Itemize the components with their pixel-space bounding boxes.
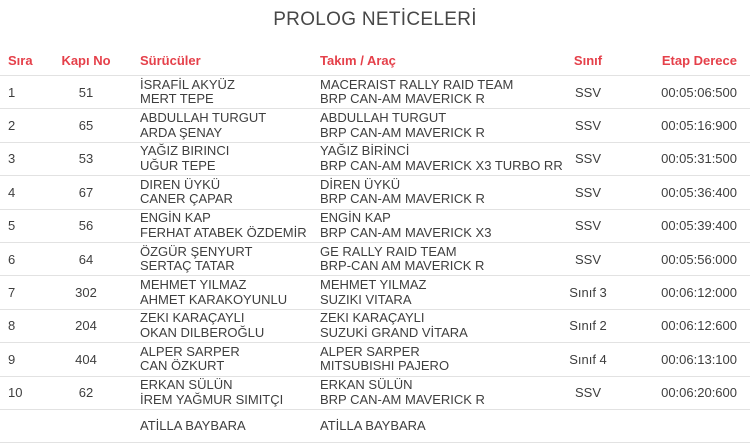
driver-line-1: ENGİN KAP (140, 210, 211, 226)
driver-line-2: SERTAÇ TATAR (140, 258, 235, 274)
table-header-row (0, 45, 750, 76)
vehicle-line-2: SUZIKI VITARA (320, 291, 412, 307)
vehicle-line-2: BRP CAN-AM MAVERICK R (320, 391, 485, 407)
cell-team-vehicle (312, 378, 560, 407)
cell-team-vehicle (312, 278, 560, 307)
cell-kapi-no: 302 (75, 285, 97, 301)
cell-drivers (112, 378, 312, 407)
team-line-1: ATİLLA BAYBARA (320, 417, 426, 433)
cell-kapi-no: 56 (78, 218, 94, 234)
cell-team-vehicle (312, 245, 560, 274)
cell-kapi-no: 404 (75, 351, 97, 367)
cell-sira: 2 (8, 118, 16, 134)
driver-line-2: FERHAT ATABEK ÖZDEMİR (140, 224, 307, 240)
team-line-1: ERKAN SÜLÜN (320, 377, 413, 393)
cell-etap-derece: 00:05:31:500 (661, 151, 737, 167)
column-header-sira: Sıra (8, 52, 33, 68)
cell-sira: 5 (8, 218, 16, 234)
cell-team-vehicle (312, 143, 563, 173)
driver-line-1: İSRAFİL AKYÜZ (140, 76, 235, 92)
team-line-1: MACERAIST RALLY RAID TEAM (320, 76, 514, 92)
table-row (0, 377, 750, 410)
vehicle-line-2: BRP CAN-AM MAVERICK R (320, 191, 485, 207)
column-header-sinif: Sınıf (573, 52, 603, 68)
driver-line-1: ZEKI KARAÇAYLI (140, 310, 245, 326)
cell-kapi-no: 53 (78, 151, 94, 167)
cell-team-vehicle (312, 111, 560, 140)
table-row (0, 109, 750, 142)
cell-team-vehicle (312, 419, 560, 434)
cell-kapi-no: 65 (78, 118, 94, 134)
vehicle-line-2: SUZUKİ GRAND VİTARA (320, 324, 468, 340)
team-line-1: MEHMET YILMAZ (320, 277, 427, 293)
team-line-1: DİREN ÜYKÜ (320, 176, 401, 192)
cell-team-vehicle (312, 345, 560, 374)
table-row (0, 276, 750, 309)
cell-sinif: SSV (574, 118, 601, 134)
table-row (0, 310, 750, 343)
cell-drivers (112, 245, 312, 274)
cell-sira: 7 (8, 285, 16, 301)
cell-team-vehicle (312, 78, 560, 107)
driver-line-1: ALPER SARPER (140, 343, 240, 359)
team-line-1: GE RALLY RAID TEAM (320, 243, 457, 259)
cell-sinif: SSV (574, 218, 601, 234)
cell-etap-derece: 00:05:56:000 (661, 251, 737, 267)
cell-team-vehicle (312, 311, 560, 340)
team-line-1: ALPER SARPER (320, 343, 420, 359)
cell-drivers (112, 345, 312, 374)
cell-sinif: SSV (574, 151, 601, 167)
vehicle-line-2: BRP CAN-AM MAVERICK X3 (320, 224, 492, 240)
table-row (0, 210, 750, 243)
cell-sira: 8 (8, 318, 16, 334)
cell-sinif: SSV (574, 184, 601, 200)
team-line-1: ENGİN KAP (320, 210, 391, 226)
cell-drivers (112, 278, 312, 307)
driver-line-1: MEHMET YILMAZ (140, 277, 247, 293)
cell-drivers (112, 178, 312, 207)
cell-etap-derece: 00:06:12:600 (661, 318, 737, 334)
column-header-etap-derece: Etap Derece (661, 52, 737, 68)
cell-sinif: Sınıf 2 (569, 318, 607, 334)
driver-line-1: ERKAN SÜLÜN (140, 377, 233, 393)
cell-sira: 9 (8, 351, 16, 367)
cell-kapi-no: 62 (78, 385, 94, 401)
cell-drivers (112, 78, 312, 107)
driver-line-1: ÖZGÜR ŞENYURT (140, 243, 253, 259)
cell-drivers (112, 144, 312, 173)
table-row (0, 143, 750, 176)
cell-etap-derece: 00:06:13:100 (661, 351, 737, 367)
cell-sira: 10 (8, 385, 23, 401)
cell-kapi-no: 67 (78, 184, 94, 200)
cell-sira: 1 (8, 84, 16, 100)
cell-drivers (112, 311, 312, 340)
vehicle-line-2: BRP CAN-AM MAVERICK R (320, 91, 485, 107)
driver-line-1: DIREN ÜYKÜ (140, 176, 221, 192)
team-line-1: ABDULLAH TURGUT (320, 110, 447, 126)
cell-sira: 6 (8, 251, 16, 267)
cell-etap-derece: 00:05:16:900 (661, 118, 737, 134)
cell-etap-derece: 00:06:20:600 (661, 385, 737, 401)
driver-line-2: ARDA ŞENAY (140, 124, 223, 140)
column-header-suruculer: Sürücüler (140, 52, 201, 68)
driver-line-2: AHMET KARAKOYUNLU (140, 291, 288, 307)
driver-line-1: ATİLLA BAYBARA (140, 417, 246, 433)
cell-etap-derece: 00:05:36:400 (661, 184, 737, 200)
team-line-1: YAĞIZ BİRİNCİ (320, 143, 410, 159)
cell-kapi-no: 204 (75, 318, 97, 334)
driver-line-2: CAN ÖZKURT (140, 358, 225, 374)
team-line-1: ZEKI KARAÇAYLI (320, 310, 425, 326)
cell-kapi-no: 51 (78, 84, 94, 100)
cell-team-vehicle (312, 211, 560, 240)
cell-etap-derece: 00:05:06:500 (661, 84, 737, 100)
results-table (0, 45, 750, 443)
table-row (0, 343, 750, 376)
cell-sinif: SSV (574, 84, 601, 100)
driver-line-1: YAĞIZ BIRINCI (140, 143, 230, 159)
vehicle-line-2: BRP CAN-AM MAVERICK X3 TURBO RR (320, 157, 563, 173)
driver-line-2: CANER ÇAPAR (140, 191, 233, 207)
table-row (0, 243, 750, 276)
table-row (0, 76, 750, 109)
driver-line-1: ABDULLAH TURGUT (140, 110, 267, 126)
cell-sinif: Sınıf 4 (569, 351, 607, 367)
cell-drivers (112, 211, 312, 240)
driver-line-2: İREM YAĞMUR SIMITÇI (140, 391, 284, 407)
column-header-takim-arac: Takım / Araç (320, 52, 396, 68)
driver-line-2: OKAN DILBEROĞLU (140, 324, 265, 340)
table-body (0, 76, 750, 443)
driver-line-2: MERT TEPE (140, 91, 214, 107)
cell-drivers (112, 111, 312, 140)
column-header-kapi-no: Kapı No (61, 52, 111, 68)
page-title: PROLOG NETİCELERİ (273, 9, 477, 30)
driver-line-2: UĞUR TEPE (140, 157, 216, 173)
cell-etap-derece: 00:05:39:400 (661, 218, 737, 234)
cell-sinif: SSV (574, 385, 601, 401)
vehicle-line-2: BRP CAN-AM MAVERICK R (320, 124, 485, 140)
cell-team-vehicle (312, 178, 560, 207)
cell-etap-derece: 00:06:12:000 (661, 285, 737, 301)
vehicle-line-2: BRP-CAN AM MAVERICK R (320, 258, 485, 274)
cell-drivers (112, 419, 312, 434)
cell-sira: 4 (8, 184, 16, 200)
cell-sinif: SSV (574, 251, 601, 267)
cell-kapi-no: 64 (78, 251, 94, 267)
cell-sira: 3 (8, 151, 16, 167)
vehicle-line-2: MITSUBISHI PAJERO (320, 358, 450, 374)
table-row (0, 176, 750, 209)
cell-sinif: Sınıf 3 (569, 285, 607, 301)
table-row (0, 410, 750, 443)
